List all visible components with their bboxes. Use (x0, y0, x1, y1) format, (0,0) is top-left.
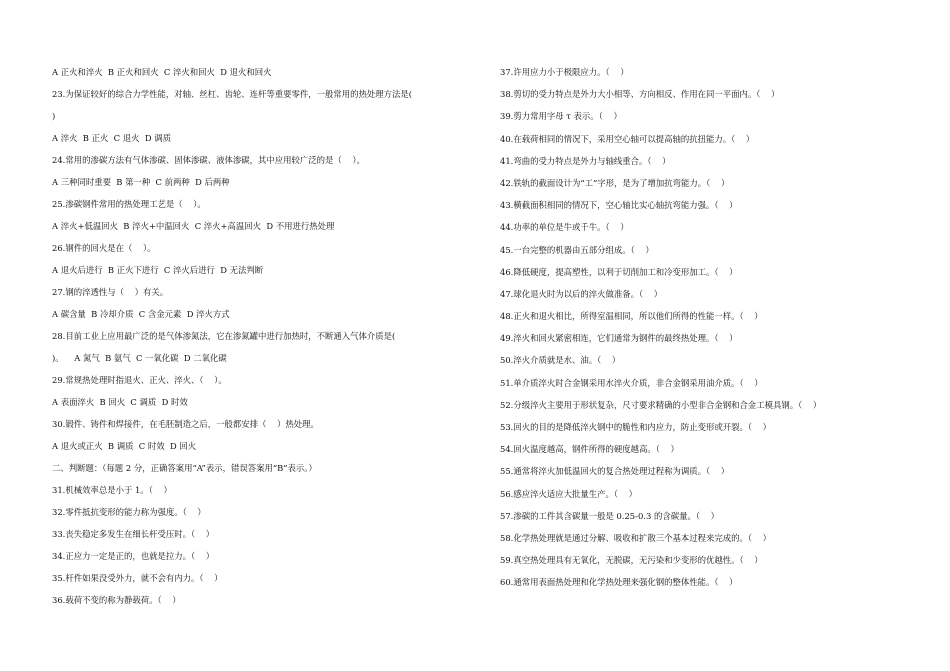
question-38: 38.剪切的受力特点是外力大小相等、方向相反、作用在同一平面内。（ ） (500, 89, 780, 100)
question-30: 30.锻件、铸件和焊接件，在毛胚制造之后，一般都安排（ ）热处理。 (52, 419, 319, 429)
question-47: 47.球化退火时为以后的淬火做准备。（ ） (500, 288, 663, 299)
question-25: 25.渗碳钢件常用的热处理工艺是（ ）。 (52, 199, 206, 209)
question-37: 37.许用应力小于极限应力。（ ） (500, 67, 629, 77)
question-29: 29.常规热处理时指退火、正火、淬火、（ ）。 (52, 375, 227, 385)
left-column (52, 61, 462, 611)
question-27: 27.钢的淬透性与（ ）有关。 (52, 287, 169, 297)
question-28: 28.目前工业上应用最广泛的是气体渗氮法，它在渗氮罐中进行加热时，不断通入气体介质是( (52, 331, 396, 341)
question-25-options: A 淬火+低温回火 B 淬火+中温回火 C 淬火+高温回火 D 不用进行热处理 (52, 221, 335, 231)
question-56: 56.感应淬火适应大批量生产。（ ） (500, 488, 638, 499)
question-27-options: A 碳含量 B 冷却介质 C 含金元素 D 淬火方式 (52, 309, 230, 319)
question-23-options: A 淬火 B 正火 C 退火 D 调质 (52, 133, 171, 143)
question-40: 40.在载荷相同的情况下，采用空心轴可以提高轴的抗扭能力。（ ） (500, 133, 755, 144)
question-23-continued: ) (52, 111, 56, 121)
question-55: 55.通常将淬火加低温回火的复合热处理过程称为调质。（ ） (500, 466, 730, 477)
question-52: 52.分级淬火主要用于形状复杂，尺寸要求精确的小型非合金钢和合金工模具钢。（ ） (500, 399, 822, 410)
question-57: 57.渗碳的工件其含碳量一般是 0.25-0.3 的含碳量。（ ） (500, 510, 720, 521)
question-31: 31.机械效率总是小于 1。（ ） (52, 485, 172, 495)
answer-options-line: A 正火和淬火 B 正火和回火 C 淬火和回火 D 退火和回火 (52, 67, 272, 77)
question-29-options: A 表面淬火 B 回火 C 调质 D 时效 (52, 397, 188, 407)
question-24-options: A 三种同时重要 B 第一种 C 前两种 D 后两种 (52, 177, 230, 187)
question-54: 54.回火温度越高，钢件所得的硬度越高。（ ） (500, 444, 679, 455)
section-heading: 二、判断题：（每题 2 分，正确答案用“A”表示，错误答案用“B”表示。） (52, 463, 317, 473)
question-41: 41.弯曲的受力特点是外力与轴线重合。（ ） (500, 155, 671, 166)
question-58: 58.化学热处理就是通过分解、吸收和扩散三个基本过程来完成的。（ ） (500, 532, 772, 543)
question-26: 26.钢件的回火是在（ ）。 (52, 243, 156, 253)
question-35: 35.杆件如果没受外力，就不会有内力。（ ） (52, 573, 223, 583)
question-28-options: )。 A 氮气 B 氨气 C 一氧化碳 D 二氧化碳 (52, 353, 227, 363)
question-39: 39.剪力常用字母 τ 表示。（ ） (500, 111, 622, 122)
question-26-options: A 退火后进行 B 正火下进行 C 淬火后进行 D 无法判断 (52, 265, 264, 275)
question-36: 36.载荷不变的称为静载荷。（ ） (52, 595, 181, 605)
question-60: 60.通常用表面热处理和化学热处理来强化钢的整体性能。（ ） (500, 577, 738, 588)
question-45: 45.一台完整的机器由五部分组成。（ ） (500, 244, 654, 255)
question-33: 33.丧失稳定多发生在细长杆受压时。（ ） (52, 529, 215, 539)
question-42: 42.铁轨的截面设计为“工”字形，是为了增加抗弯能力。（ ） (500, 177, 730, 188)
question-32: 32.零件抵抗变形的能力称为强度。（ ） (52, 507, 206, 517)
question-44: 44.功率的单位是牛或千牛。（ ） (500, 222, 629, 233)
right-column (500, 61, 920, 594)
question-53: 53.回火的目的是降低淬火钢中的脆性和内应力，防止变形或开裂。（ ） (500, 422, 772, 432)
question-43: 43.横截面积相同的情况下，空心轴比实心轴抗弯能力强。（ ） (500, 200, 738, 211)
question-51: 51.单介质淬火时合金钢采用水淬火介质，非合金钢采用油介质。（ ） (500, 377, 763, 388)
question-23: 23.为保证较好的综合力学性能，对轴、丝杠、齿轮、连杆等重要零件，一般常用的热处理方法是( (52, 89, 412, 99)
question-46: 46.降低硬度，提高塑性，以利于切削加工和冷变形加工。（ ） (500, 266, 738, 277)
question-50: 50.淬火介质就是水、油。（ ） (500, 355, 621, 366)
question-30-options: A 退火或正火 B 调质 C 时效 D 回火 (52, 441, 197, 451)
question-59: 59.真空热处理具有无氧化，无脱碳，无污染和少变形的优越性。（ ） (500, 555, 763, 566)
question-24: 24.常用的渗碳方法有气体渗碳、固体渗碳、液体渗碳，其中应用较广泛的是（ ）。 (52, 155, 365, 165)
question-49: 49.淬火和回火紧密相连，它们通常为钢件的最终热处理。（ ） (500, 333, 738, 344)
question-48: 48.正火和退火相比，所得室温相同，所以他们所得的性能一样。（ ） (500, 311, 763, 322)
question-34: 34.正应力一定是正的，也就是拉力。（ ） (52, 551, 215, 561)
